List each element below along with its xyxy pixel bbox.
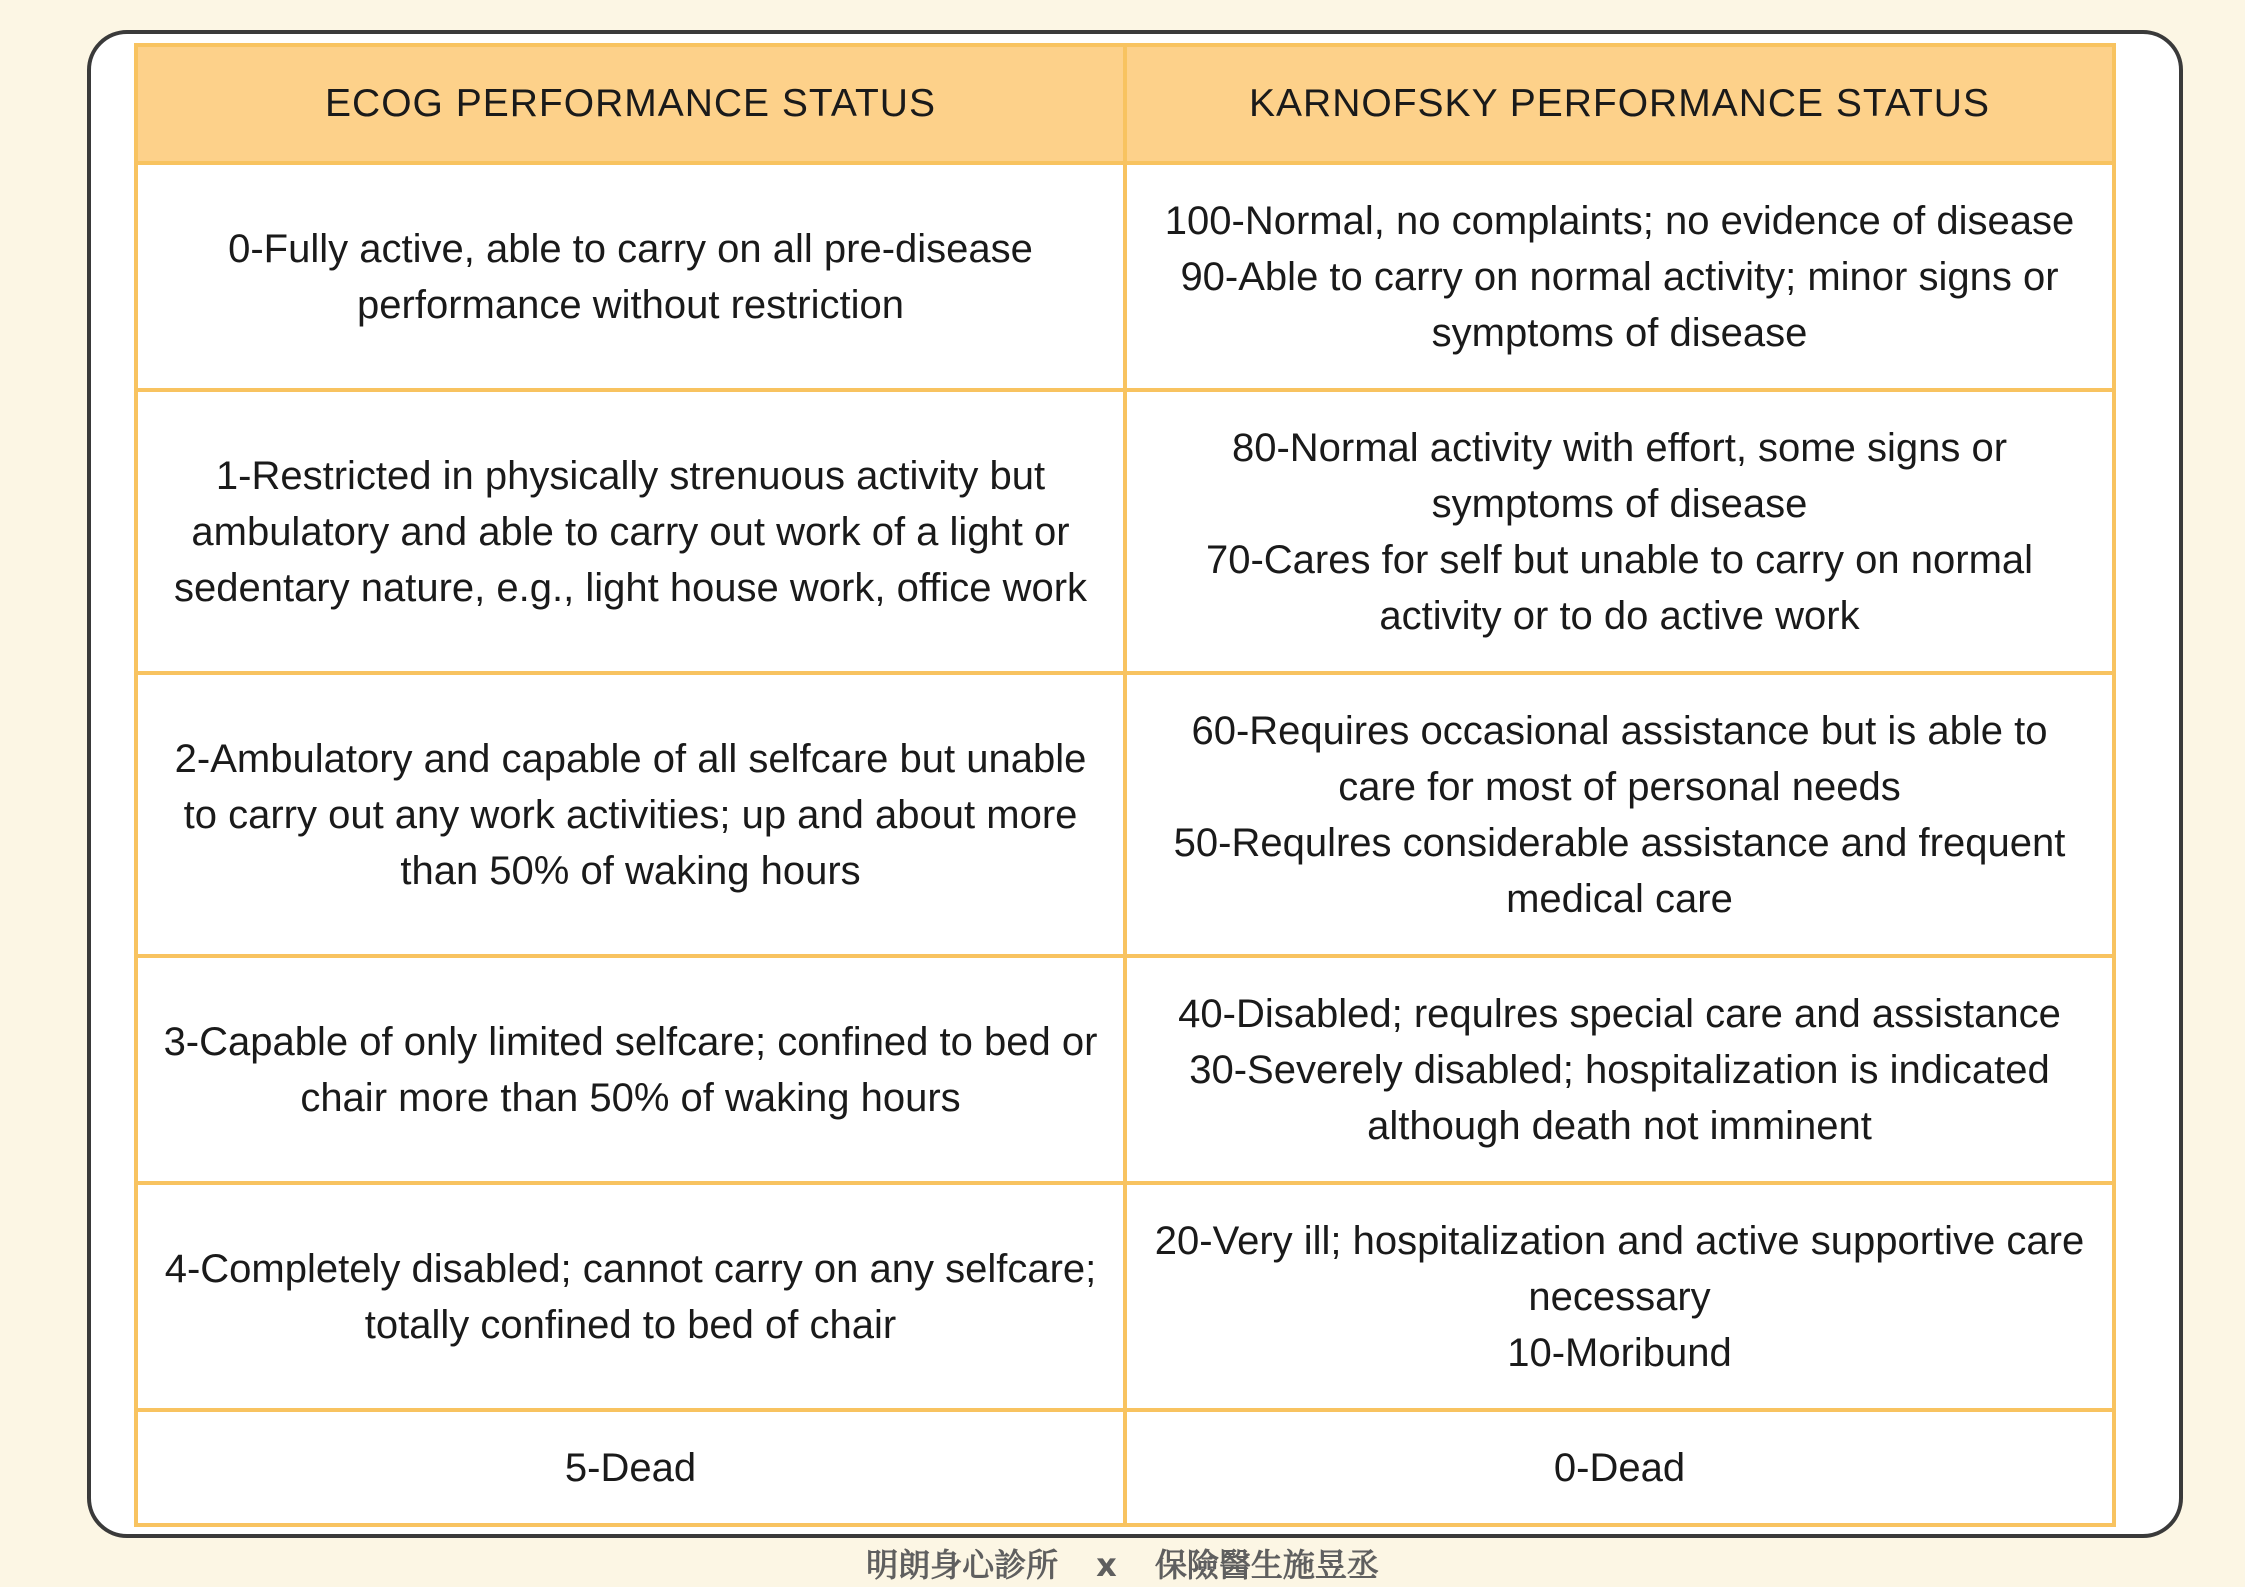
ecog-line: 5-Dead [564, 1445, 697, 1490]
karnofsky-line: 100-Normal, no complaints; no evidence of disease [1164, 198, 2075, 243]
karnofsky-cell [1125, 1183, 2114, 1410]
ecog-line: 3-Capable of only limited selfcare; confined to bed or [163, 1019, 1098, 1064]
table-row [136, 1183, 2114, 1410]
karnofsky-line: 30-Severely disabled; hospitalization is indicated [1189, 1047, 2050, 1092]
ecog-line: chair more than 50% of waking hours [300, 1075, 961, 1120]
ecog-cell [136, 163, 1125, 390]
ecog-line: ambulatory and able to carry out work of a light or [191, 509, 1070, 554]
karnofsky-line: activity or to do active work [1379, 593, 1860, 638]
karnofsky-cell [1125, 956, 2114, 1183]
ecog-cell [136, 956, 1125, 1183]
karnofsky-line: symptoms of disease [1431, 310, 1808, 355]
karnofsky-line: necessary [1528, 1274, 1711, 1319]
header-row [136, 45, 2114, 163]
karnofsky-line: although death not imminent [1367, 1103, 1872, 1148]
footer-author-name: 保險醫生施昱丞 [1154, 1546, 1379, 1584]
performance-status-table [134, 43, 2116, 1527]
ecog-line: performance without restriction [357, 282, 904, 327]
ecog-header: ECOG PERFORMANCE STATUS [136, 45, 1125, 163]
ecog-cell [136, 390, 1125, 673]
karnofsky-line: medical care [1506, 876, 1733, 921]
karnofsky-line: 90-Able to carry on normal activity; minor signs or [1180, 254, 2059, 299]
karnofsky-line: 20-Very ill; hospitalization and active supportive care [1154, 1218, 2085, 1263]
ecog-line: 4-Completely disabled; cannot carry on any selfcare; [164, 1246, 1097, 1291]
karnofsky-line: 0-Dead [1553, 1445, 1686, 1490]
karnofsky-cell [1125, 1410, 2114, 1525]
ecog-cell [136, 673, 1125, 956]
ecog-line: than 50% of waking hours [400, 848, 861, 893]
ecog-line: totally confined to bed of chair [364, 1302, 897, 1347]
karnofsky-line: 40-Disabled; requlres special care and assistance [1178, 991, 2061, 1036]
footer-clinic-name: 明朗身心診所 [866, 1546, 1059, 1584]
ecog-line: to carry out any work activities; up and about more [183, 792, 1078, 837]
karnofsky-line: 70-Cares for self but unable to carry on normal [1205, 537, 2034, 582]
table-row [136, 390, 2114, 673]
karnofsky-header: KARNOFSKY PERFORMANCE STATUS [1125, 45, 2114, 163]
karnofsky-cell [1125, 673, 2114, 956]
footer-credit [0, 1543, 2245, 1587]
table-row [136, 956, 2114, 1183]
karnofsky-line: 50-Requlres considerable assistance and frequent [1173, 820, 2066, 865]
ecog-cell [136, 1410, 1125, 1525]
karnofsky-line: care for most of personal needs [1338, 764, 1901, 809]
karnofsky-line: symptoms of disease [1431, 481, 1808, 526]
karnofsky-cell [1125, 390, 2114, 673]
karnofsky-line: 60-Requires occasional assistance but is able to [1191, 708, 2048, 753]
karnofsky-line: 10-Moribund [1507, 1330, 1732, 1375]
ecog-line: 2-Ambulatory and capable of all selfcare but unable [174, 736, 1087, 781]
ecog-line: sedentary nature, e.g., light house work, office work [173, 565, 1088, 610]
karnofsky-cell [1125, 163, 2114, 390]
ecog-line: 0-Fully active, able to carry on all pre-disease [228, 226, 1033, 271]
karnofsky-line: 80-Normal activity with effort, some signs or [1231, 425, 2008, 470]
table-row [136, 673, 2114, 956]
table-row [136, 163, 2114, 390]
table-row [136, 1410, 2114, 1525]
ecog-line: 1-Restricted in physically strenuous activity but [215, 453, 1046, 498]
footer-separator: x [1096, 1546, 1117, 1584]
ecog-cell [136, 1183, 1125, 1410]
